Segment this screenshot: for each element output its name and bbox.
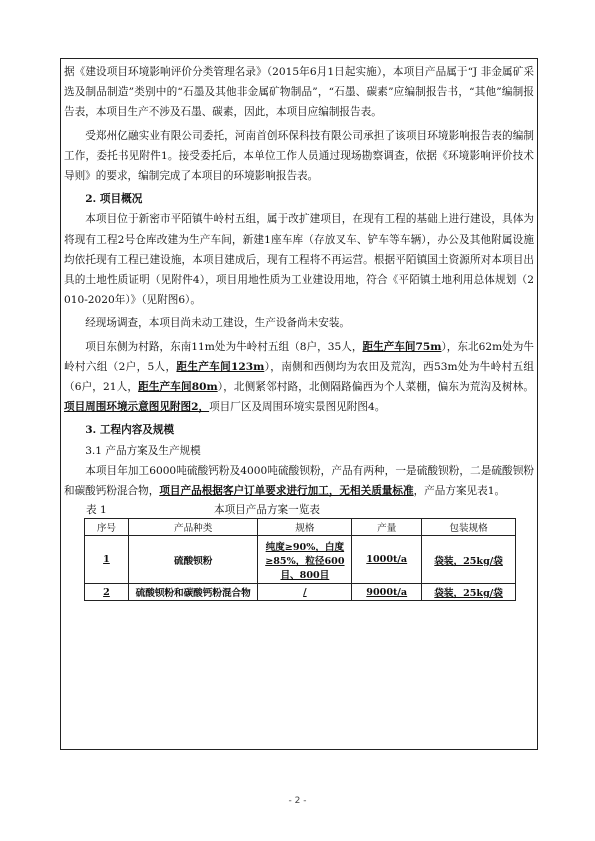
page-number: - 2 - bbox=[288, 796, 307, 806]
paragraph-site-survey: 经现场调查，本项目尚未动工建设，生产设备尚未安装。 bbox=[85, 317, 351, 330]
paragraph-classification: 据《建设项目环境影响评价分类管理名录》（2015年6月1日起实施），本项目产品属于“J 非金属矿采选及制品制造”类别中的“石墨及其他非金属矿物制品”，“石墨、碳素”应编制报告书，“其他”编制报告表，本项目生产不涉及石墨、碳素，因此，本项目应编制报告表。 bbox=[64, 66, 534, 119]
cell-packaging: 袋装，25kg/袋 bbox=[434, 588, 503, 600]
paragraph-surroundings bbox=[64, 337, 534, 418]
product-plan-text-1: 本项目年加工6000吨硫酸钙粉及4000吨硫酸钡粉，产品有两种，一是硫酸钡粉，二是硫酸钡粉和碳酸钙粉混合物， bbox=[64, 464, 534, 498]
surroundings-text-1: 项目东侧为村路，东南11m处为牛岭村五组（8户，35人， bbox=[85, 340, 363, 353]
product-plan-text-2: ，产品方案见表1。 bbox=[413, 485, 506, 498]
cell-product-type: 硫酸钡粉 bbox=[128, 536, 258, 584]
distance-75m: 距生产车间75m bbox=[362, 340, 442, 353]
header-output: 产量 bbox=[352, 519, 422, 536]
paragraph-location: 本项目位于新密市平陌镇牛岭村五组，属于改扩建项目，在现有工程的基础上进行建设，具体为将现有工程2号仓库改建为生产车间，新建1座车库（存放叉车、铲车等车辆），办公及其他附属设施均依托现有工程已建设施，本项目建成后，现有工程将不再运营。根据平陌镇国土资源所对本项目出具的土地性质证明（见附件4），项目用地性质为工业建设用地，符合《平陌镇土地利用总体规划（2010-2020年）》（见附图6）。 bbox=[64, 213, 534, 307]
distance-123m: 距生产车间123m bbox=[176, 360, 265, 373]
header-specification: 规格 bbox=[258, 519, 352, 536]
header-product-type: 产品种类 bbox=[128, 519, 258, 536]
heading-product-scheme: 3.1 产品方案及生产规模 bbox=[85, 444, 201, 457]
surroundings-text-3: ），南侧和西侧均为农田及荒沟，西53m处为牛岭村五组（6户，21人， bbox=[64, 360, 534, 394]
figure-2-reference: 项目周围环境示意图见附图2， bbox=[64, 401, 210, 414]
product-quality-note: 项目产品根据客户订单要求进行加工，无相关质量标准 bbox=[159, 485, 414, 498]
surroundings-text-4: ），北侧紧邻村路，北侧隔路偏西为个人菜棚，偏东为荒沟及树林。 bbox=[217, 381, 534, 394]
document-body bbox=[64, 62, 534, 601]
cell-product-type: 硫酸钡粉和碳酸钙粉混合物 bbox=[128, 584, 258, 601]
paragraph-commission: 受郑州亿融实业有限公司委托，河南首创环保科技有限公司承担了该项目环境影响报告表的编制工作，委托书见附件1。接受委托后，本单位工作人员通过现场勘察调查，依据《环境影响评价技术导则》的要求，编制完成了本项目的环境影响报告表。 bbox=[64, 129, 534, 183]
distance-80m: 距生产车间80m bbox=[138, 381, 218, 394]
surroundings-text-2: ），东北62m处为牛岭村六组（2户，5人， bbox=[64, 340, 534, 373]
product-scheme-table bbox=[84, 518, 516, 601]
table-row bbox=[85, 536, 516, 584]
cell-serial: 1 bbox=[103, 554, 110, 566]
heading-project-overview: 2. 项目概况 bbox=[85, 193, 143, 206]
heading-engineering-scope: 3. 工程内容及规模 bbox=[85, 424, 175, 437]
table-header-row bbox=[85, 519, 516, 536]
cell-specification: 纯度≥90%，白度≥85%，粒径600目、800目 bbox=[265, 541, 345, 581]
table-row bbox=[85, 584, 516, 601]
table-caption bbox=[64, 502, 534, 518]
table-title: 本项目产品方案一览表 bbox=[214, 504, 320, 517]
header-packaging: 包装规格 bbox=[422, 519, 516, 536]
paragraph-product-plan bbox=[64, 461, 534, 501]
table-label: 表 1 bbox=[86, 504, 107, 517]
header-serial: 序号 bbox=[85, 519, 129, 536]
cell-output: 9000t/a bbox=[366, 586, 408, 598]
cell-output: 1000t/a bbox=[366, 554, 408, 566]
surroundings-text-5: 项目厂区及周围环境实景图见附图4。 bbox=[209, 401, 386, 414]
cell-specification: / bbox=[303, 586, 307, 598]
cell-packaging: 袋装，25kg/袋 bbox=[434, 555, 503, 567]
cell-serial: 2 bbox=[103, 586, 110, 598]
